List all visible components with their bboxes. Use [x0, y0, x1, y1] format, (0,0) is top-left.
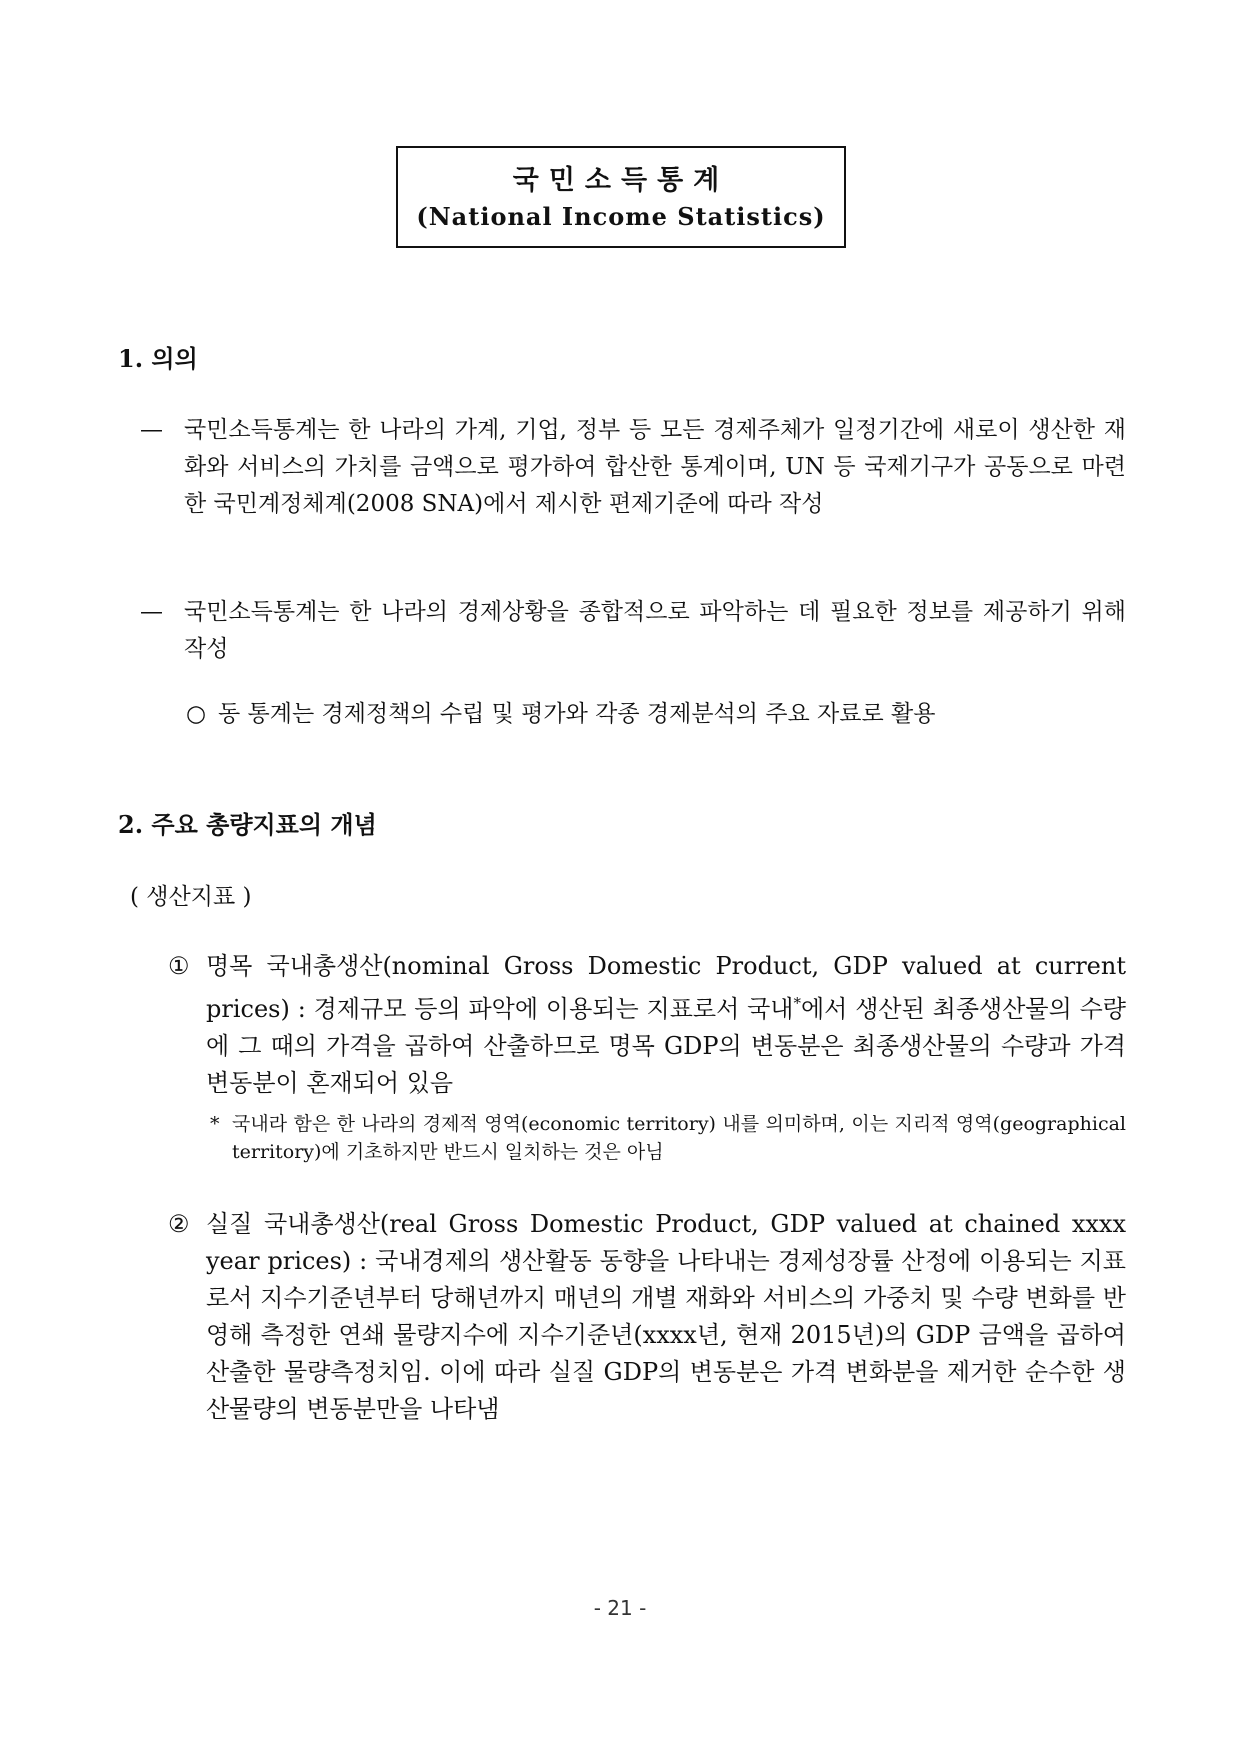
item-1-text-before: 명목 국내총생산(nominal Gross Domestic Product, GDP valued at current prices) : 경제규모 등의 파악에 이용되는 지표로서 국내: [206, 952, 1126, 1023]
section1-item-1: [140, 412, 1126, 523]
section1-item-2-text: 국민소득통계는 한 나라의 경제상황을 종합적으로 파악하는 데 필요한 정보를 제공하기 위해 작성: [184, 599, 1126, 662]
section2-heading: 2. 주요 총량지표의 개념: [118, 810, 377, 839]
circled-one-icon: ①: [168, 952, 190, 980]
circled-two-icon: ②: [168, 1210, 190, 1238]
section2-subheading: ( 생산지표 ): [130, 884, 252, 910]
page-number: - 21 -: [593, 1596, 647, 1620]
section1-item-1-text: 국민소득통계는 한 나라의 가계, 기업, 정부 등 모든 경제주체가 일정기간에 새로이 생산한 재화와 서비스의 가치를 금액으로 평가하여 합산한 통계이며, UN 등 국제기구가 공동으로 마련한 국민계정체계(2008 SNA)에서 제시한 편제기준에 따라 작성: [184, 417, 1126, 517]
section1-sub-item-text: 동 통계는 경제정책의 수립 및 평가와 각종 경제분석의 주요 자료로 활용: [218, 701, 936, 727]
circle-bullet-icon: ○: [186, 701, 207, 727]
footnote: [210, 1110, 1126, 1166]
section2-item-1: [168, 948, 1126, 1102]
asterisk-icon: *: [210, 1113, 220, 1135]
section2-item-1-text: [206, 948, 1126, 1102]
section1-heading: 1. 의의: [118, 344, 198, 373]
title-box: [396, 146, 846, 248]
section2-item-2: [168, 1206, 1126, 1428]
title-english: (National Income Statistics): [416, 202, 826, 231]
section1-item-2: [140, 594, 1126, 668]
footnote-reference: *: [793, 994, 801, 1012]
title-korean: 국민소득통계: [512, 165, 730, 196]
section1-sub-item: [186, 696, 1126, 733]
dash-bullet-icon: —: [140, 599, 163, 625]
item-1-text-after: 에서 생산된 최종생산물의 수량에 그 때의 가격을 곱하여 산출하므로 명목 GDP의 변동분은 최종생산물의 수량과 가격변동분이 혼재되어 있음: [206, 995, 1126, 1097]
section2-item-2-text: 실질 국내총생산(real Gross Domestic Product, GDP valued at chained xxxx year prices) : 국내경제의 생산활동 동향을 나타내는 경제성장률 산정에 이용되는 지표로서 지수기준년부터 당해년까지 매년의 개별 재화와 서비스의 가중치 및 수량 변화를 반영해 측정한 연쇄 물량지수에 지수기준년(xxxx년, 현재 2015년)의 GDP 금액을 곱하여 산출한 물량측정치임. 이에 따라 실질 GDP의 변동분은 가격 변화분을 제거한 순수한 생산물량의 변동분만을 나타냄: [206, 1210, 1126, 1423]
footnote-text: 국내라 함은 한 나라의 경제적 영역(economic territory) 내를 의미하며, 이는 지리적 영역(geographical territory)에 기초하지만 반드시 일치하는 것은 아님: [232, 1113, 1126, 1163]
dash-bullet-icon: —: [140, 417, 163, 443]
